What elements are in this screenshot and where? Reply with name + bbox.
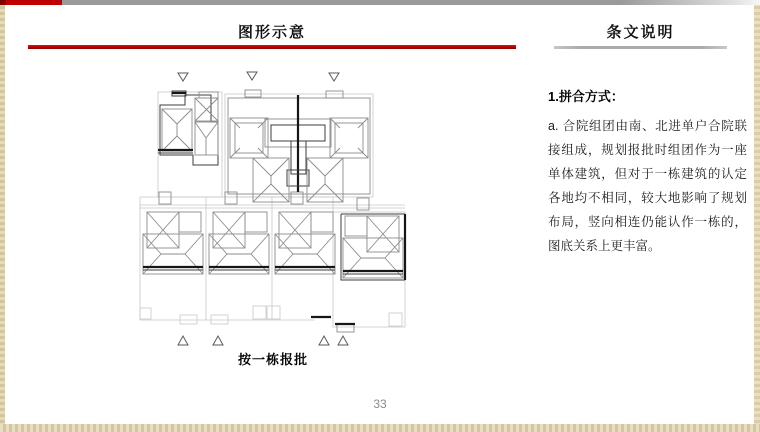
entrance-marker-icons-top — [178, 72, 339, 81]
left-panel-title: 图形示意 — [237, 24, 306, 41]
south-unit-3 — [275, 212, 335, 274]
page-number: 33 — [373, 397, 387, 411]
south-unit-4 — [343, 216, 403, 278]
right-panel-title: 条文说明 — [606, 24, 675, 41]
left-frame-edge — [0, 5, 5, 432]
accent-bar-gray-segment — [62, 0, 760, 5]
south-unit-1 — [143, 212, 203, 274]
figure-caption: 按一栋报批 — [237, 352, 308, 367]
north-center-unit — [228, 90, 370, 202]
north-left-unit — [158, 91, 218, 165]
chimney-squares — [159, 192, 369, 210]
south-unit-2 — [209, 212, 269, 274]
entrance-marker-icons-bottom — [178, 336, 348, 345]
left-panel-red-rule — [28, 45, 516, 49]
provision-heading: 1.拼合方式： — [548, 89, 624, 104]
left-panel-header — [28, 24, 516, 49]
right-frame-edge — [754, 5, 760, 432]
roof-plan-drawing — [125, 62, 445, 357]
bottom-frame-band — [0, 424, 760, 432]
top-accent-bar — [0, 0, 760, 5]
right-panel-header — [554, 24, 727, 49]
provision-panel — [548, 86, 747, 258]
provision-body: a. 合院组团由南、北进单户合院联接组成，规划报批时组团作为一座单体建筑，但对于一栋建筑的认定各地均不相同，较大地影响了规划布局，竖向相连仍能认作一栋的，图底关系上更丰富。 — [548, 119, 747, 253]
right-panel-gray-rule — [554, 46, 727, 49]
accent-bar-red-segment — [6, 0, 62, 5]
